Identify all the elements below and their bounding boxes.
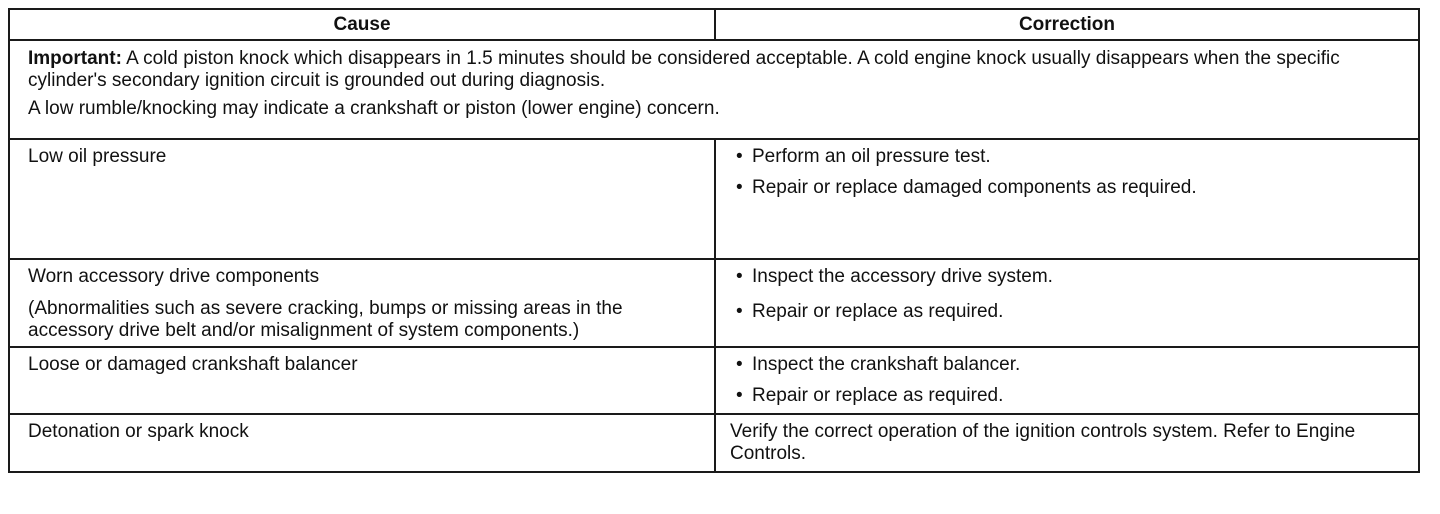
table-row <box>9 347 1419 414</box>
bullet-icon: • <box>736 266 743 287</box>
correction-item <box>730 146 1404 168</box>
correction-text: Inspect the accessory drive system. <box>752 266 1053 287</box>
cause-cell <box>9 139 715 259</box>
table-row <box>9 259 1419 347</box>
correction-text: Repair or replace damaged components as required. <box>752 177 1197 198</box>
cause-cell <box>9 347 715 414</box>
diagnostic-table <box>8 8 1420 473</box>
cause-text: Low oil pressure <box>28 146 167 167</box>
correction-text: Repair or replace as required. <box>752 385 1004 406</box>
cause-text: Loose or damaged crankshaft balancer <box>28 354 358 375</box>
correction-item <box>730 301 1404 323</box>
important-label: Important: <box>28 48 122 69</box>
important-note-cell <box>9 40 1419 139</box>
important-note-row <box>9 40 1419 139</box>
correction-cell <box>715 414 1419 472</box>
cause-cell <box>9 414 715 472</box>
important-text: A cold piston knock which disappears in 1.5 minutes should be considered acceptable. A cold engine knock usually disappears when the specific cylinder's secondary ignition circuit is grounded out during diagnosis. <box>28 48 1340 91</box>
correction-list <box>730 266 1404 323</box>
important-note-paragraph <box>28 48 1400 92</box>
correction-text: Inspect the crankshaft balancer. <box>752 354 1021 375</box>
cause-text: Detonation or spark knock <box>28 421 249 442</box>
bullet-icon: • <box>736 146 743 167</box>
bullet-icon: • <box>736 354 743 375</box>
cause-cell <box>9 259 715 347</box>
correction-text: Verify the correct operation of the ignition controls system. Refer to Engine Controls. <box>730 421 1356 464</box>
correction-list <box>730 354 1404 407</box>
diagnostic-table-container <box>8 8 1418 473</box>
bullet-icon: • <box>736 385 743 406</box>
cause-detail-text: (Abnormalities such as severe cracking, bumps or missing areas in the accessory drive belt and/or misalignment of system components.) <box>28 298 623 341</box>
rumble-note-paragraph: A low rumble/knocking may indicate a crankshaft or piston (lower engine) concern. <box>28 98 720 119</box>
table-row <box>9 139 1419 259</box>
correction-item <box>730 354 1404 376</box>
correction-cell <box>715 259 1419 347</box>
table-header-row <box>9 9 1419 40</box>
bullet-icon: • <box>736 177 743 198</box>
cause-text: Worn accessory drive components <box>28 266 320 287</box>
correction-cell <box>715 139 1419 259</box>
correction-item <box>730 385 1404 407</box>
correction-list <box>730 146 1404 199</box>
bullet-icon: • <box>736 301 743 322</box>
correction-cell <box>715 347 1419 414</box>
cause-column-header: Cause <box>9 9 715 40</box>
table-row <box>9 414 1419 472</box>
correction-text: Perform an oil pressure test. <box>752 146 991 167</box>
correction-text: Repair or replace as required. <box>752 301 1004 322</box>
correction-item <box>730 266 1404 288</box>
correction-item <box>730 177 1404 199</box>
correction-column-header: Correction <box>715 9 1419 40</box>
